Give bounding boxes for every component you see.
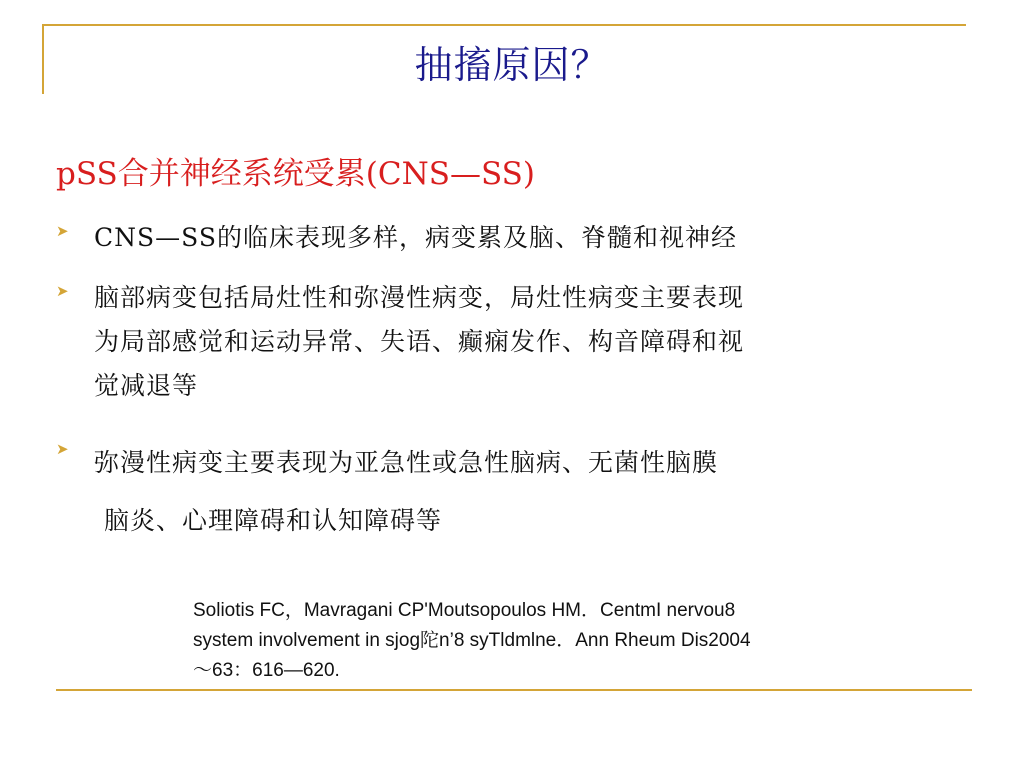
frame-top-rule [42,24,966,26]
reference-line: Soliotis FC，Mavragani CP'Moutsopoulos HM．CentmI nervou8 [193,600,736,621]
bullet-text [94,434,956,550]
bullet-line: 脑炎、心理障碍和认知障碍等 [104,506,443,535]
chevron-right-icon: ➤ [56,440,69,458]
bullet-line: CNS—SS的临床表现多样，病变累及脑、脊髓和视神经 [94,223,737,252]
reference-citation [193,596,973,686]
chevron-right-icon: ➤ [56,222,69,240]
reference-line: ～63：616—620. [193,660,340,681]
bullet-line: 为局部感觉和运动异常、失语、癫痫发作、构音障碍和视 [94,327,745,356]
bullet-line: 弥漫性病变主要表现为亚急性或急性脑病、无菌性脑膜 [94,448,719,477]
bullet-text [94,216,956,260]
frame-bottom-rule [56,689,972,691]
chevron-right-icon: ➤ [56,282,69,300]
bullet-item [56,216,956,260]
reference-line: system involvement in sjog陀n’8 syTldmlne．Ann Rheum Dis2004 [193,630,751,651]
bullet-item [56,276,956,408]
bullet-line: 觉减退等 [94,371,199,400]
bullet-line: 脑部病变包括局灶性和弥漫性病变，局灶性病变主要表现 [94,283,745,312]
bullet-item [56,434,956,550]
bullet-text [94,276,956,408]
slide-title: 抽搐原因？ [414,43,610,87]
subheading: pSS合并神经系统受累(CNS—SS) [56,156,535,192]
